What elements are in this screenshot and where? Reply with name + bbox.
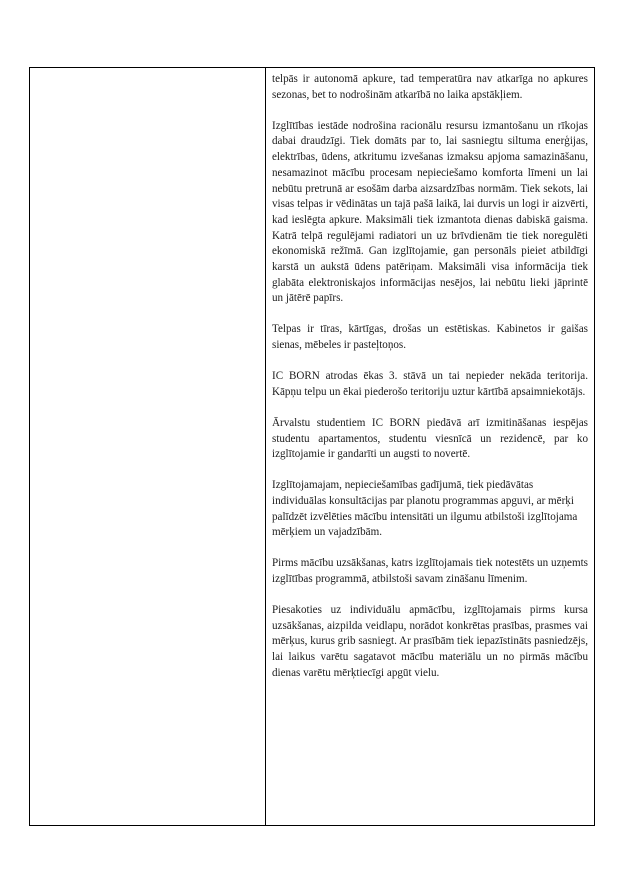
paragraph-individual-training: Piesakoties uz individuālu apmācību, izglītojamais pirms kursa uzsākšanas, aizpilda veidlapu, norādot konkrētas prasības, prasmes vai mērķus, kurus grib sasniegt. Ar prasībām tiek iepazīstināts pasniedzējs, lai laikus varētu sagatavot mācību materiālu un no pirmās mācību dienas varētu mērķtiecīgi apgūt vielu. [272,604,588,679]
paragraph-consultations: Izglītojamajam, nepieciešamības gadījumā, tiek piedāvātas individuālas konsultācijas par planotu programmas apguvi, ar mērķi palīdzēt izvēlēties mācību intensitāti un ilgumu atbilstoši izglītojama mērķiem un vajadzībām. [272,479,578,539]
table-left-column [30,68,266,825]
paragraph-testing: Pirms mācību uzsākšanas, katrs izglītojamais tiek notestēts un uzņemts izglītības programmā, atbilstoši savam zināšanu līmenim. [272,557,588,586]
paragraph-heating: telpās ir autonomā apkure, tad temperatūra nav atkarīga no apkures sezonas, bet to nodrošinām atkarībā no laika apstākļiem. [272,73,588,101]
table-right-column [266,68,594,825]
paragraph-accommodation: Ārvalstu studentiem IC BORN piedāvā arī izmitināšanas iespējas studentu apartamentos, studentu viesnīcā un rezidencē, par ko izglītojamie ir gandarīti un augsti to novertē. [272,416,588,461]
content-table [29,67,595,826]
paragraph-premises: Telpas ir tīras, kārtīgas, drošas un estētiskas. Kabinetos ir gaišas sienas, mēbeles ir pasteļtoņos. [272,323,588,352]
paragraph-location: IC BORN atrodas ēkas 3. stāvā un tai nepieder nekāda teritorija. Kāpņu telpu un ēkai piederošo teritoriju uztur kārtībā apsaimniekotājs. [272,370,588,398]
paragraph-resources: Izglītības iestāde nodrošina racionālu resursu izmantošanu un rīkojas dabai draudzīgi. Tiek domāts par to, lai sasniegtu siltuma enerģijas, elektrības, ūdens, atkritumu izvešanas izmaksu apjoma samazināšanu, nesamazinot mācību procesam nepieciešamo komforta līmeni un lai nebūtu pretrunā ar esošām darba aizsardzības normām. Tiek sekots, lai visas telpas ir vēdinātas un tajā pašā laikā, lai durvis un logi ir aizvērti, kad ieslēgta apkure. Maksimāli tiek izmantota dienas dabiskā gaisma. Katrā telpā regulējami radiatori un uz brīvdienām tie tiek noregulēti ekonomiskā režīmā. Gan izglītojamie, gan personāls pieiet atbildīgi karstā un aukstā ūdens patēriņam. Maksimāli visa informācija tiek glabāta elektroniskajos informācijas nesējos, lai nebūtu lieki jāprintē un jātērē papīrs. [272,119,588,305]
